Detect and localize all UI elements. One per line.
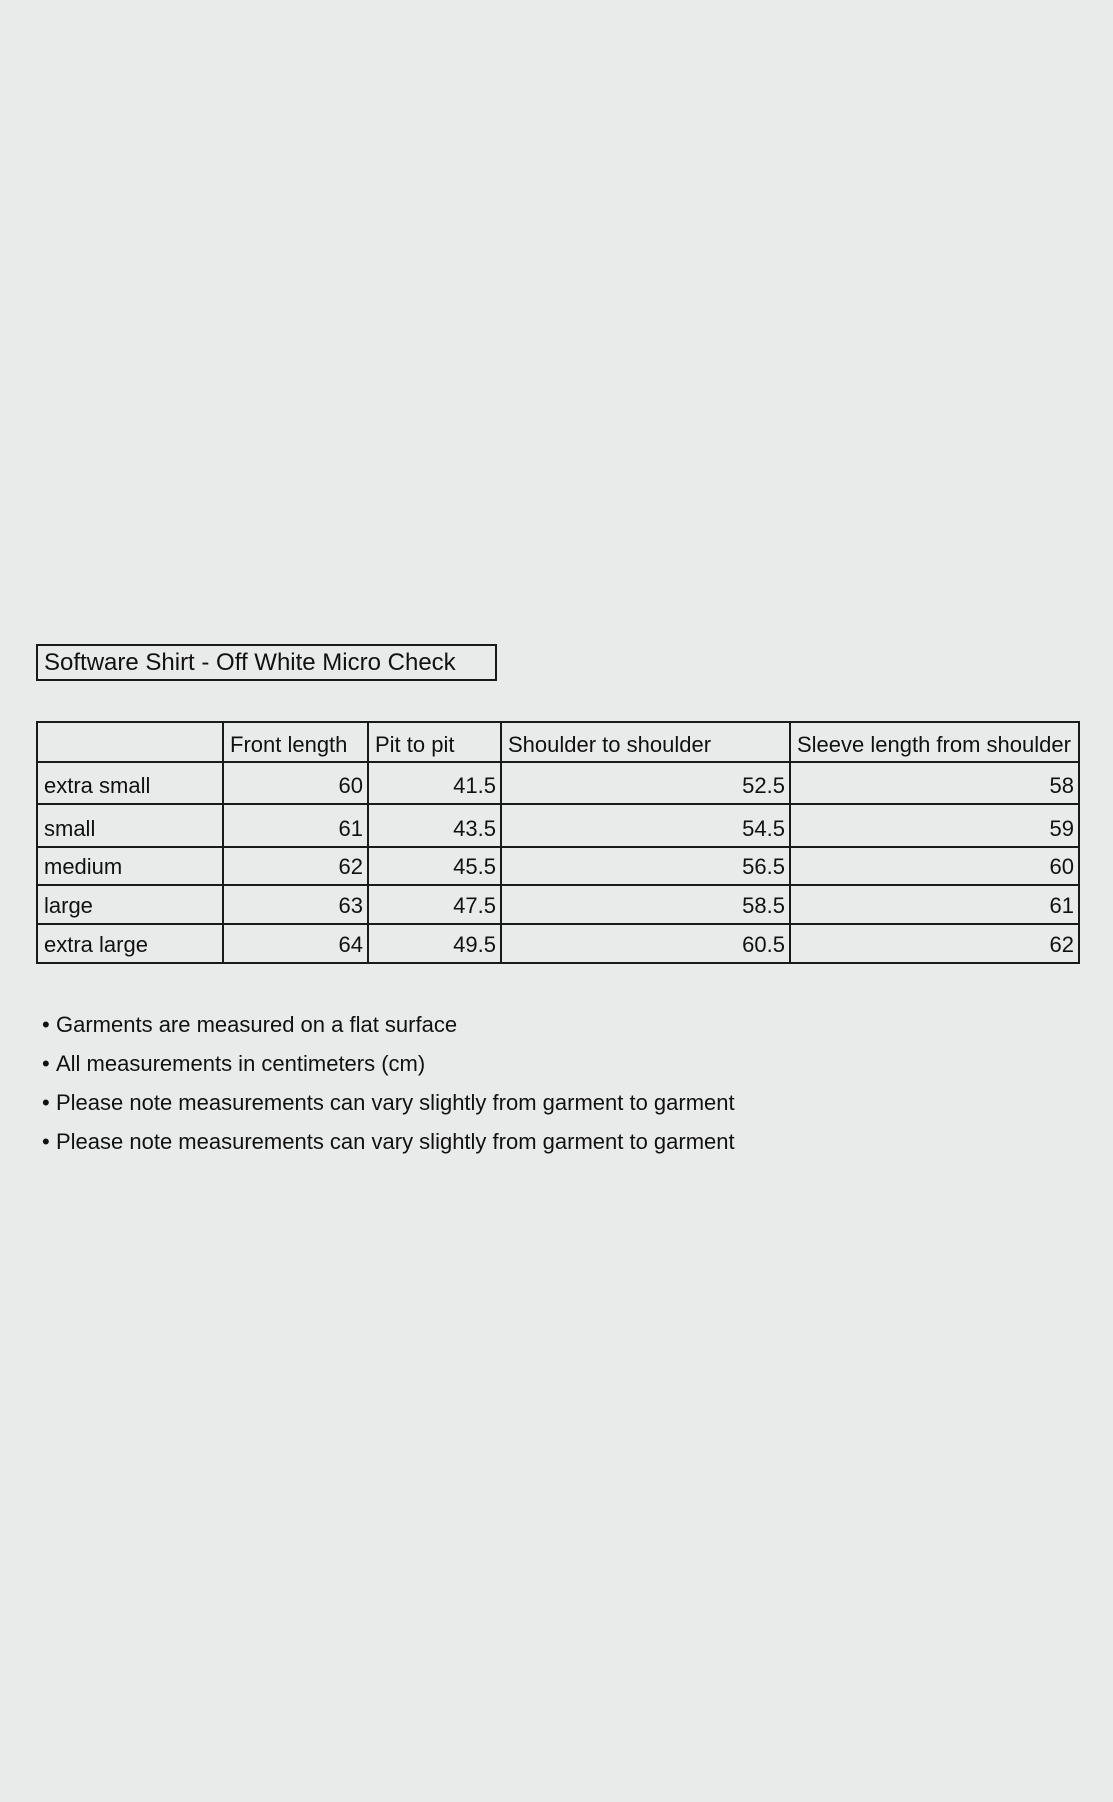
- note-text: Garments are measured on a flat surface: [56, 1012, 458, 1037]
- front-length-value: 60: [223, 762, 368, 804]
- header-pit-to-pit: Pit to pit: [368, 722, 501, 762]
- bullet-icon: •: [42, 1051, 50, 1076]
- size-label: extra small: [37, 762, 223, 804]
- header-sleeve-length: Sleeve length from shoulder: [790, 722, 1079, 762]
- size-label: large: [37, 885, 223, 924]
- sleeve-length-value: 62: [790, 924, 1079, 963]
- header-size: [37, 722, 223, 762]
- shoulder-to-shoulder-value: 56.5: [501, 847, 790, 885]
- shoulder-to-shoulder-value: 58.5: [501, 885, 790, 924]
- size-chart-title: Software Shirt - Off White Micro Check: [36, 644, 497, 681]
- header-shoulder-to-shoulder: Shoulder to shoulder: [501, 722, 790, 762]
- table-row: [37, 924, 1079, 963]
- front-length-value: 62: [223, 847, 368, 885]
- table-row: [37, 885, 1079, 924]
- front-length-value: 61: [223, 804, 368, 847]
- header-front-length: Front length: [223, 722, 368, 762]
- note-text: Please note measurements can vary slightly from garment to garment: [56, 1129, 735, 1154]
- sleeve-length-value: 58: [790, 762, 1079, 804]
- shoulder-to-shoulder-value: 52.5: [501, 762, 790, 804]
- note-item: [42, 1125, 735, 1164]
- size-label: medium: [37, 847, 223, 885]
- pit-to-pit-value: 43.5: [368, 804, 501, 847]
- sleeve-length-value: 59: [790, 804, 1079, 847]
- sleeve-length-value: 61: [790, 885, 1079, 924]
- table-row: [37, 847, 1079, 885]
- bullet-icon: •: [42, 1012, 50, 1037]
- pit-to-pit-value: 47.5: [368, 885, 501, 924]
- note-item: [42, 1047, 735, 1086]
- front-length-value: 63: [223, 885, 368, 924]
- shoulder-to-shoulder-value: 54.5: [501, 804, 790, 847]
- bullet-icon: •: [42, 1129, 50, 1154]
- pit-to-pit-value: 49.5: [368, 924, 501, 963]
- shoulder-to-shoulder-value: 60.5: [501, 924, 790, 963]
- sleeve-length-value: 60: [790, 847, 1079, 885]
- table-row: [37, 762, 1079, 804]
- note-text: Please note measurements can vary slightly from garment to garment: [56, 1090, 735, 1115]
- note-text: All measurements in centimeters (cm): [56, 1051, 426, 1076]
- note-item: [42, 1086, 735, 1125]
- size-label: extra large: [37, 924, 223, 963]
- size-label: small: [37, 804, 223, 847]
- pit-to-pit-value: 45.5: [368, 847, 501, 885]
- bullet-icon: •: [42, 1090, 50, 1115]
- measurement-notes: [42, 1008, 735, 1164]
- table-header-row: [37, 722, 1079, 762]
- pit-to-pit-value: 41.5: [368, 762, 501, 804]
- note-item: [42, 1008, 735, 1047]
- table-row: [37, 804, 1079, 847]
- size-chart-table: [36, 721, 1080, 964]
- front-length-value: 64: [223, 924, 368, 963]
